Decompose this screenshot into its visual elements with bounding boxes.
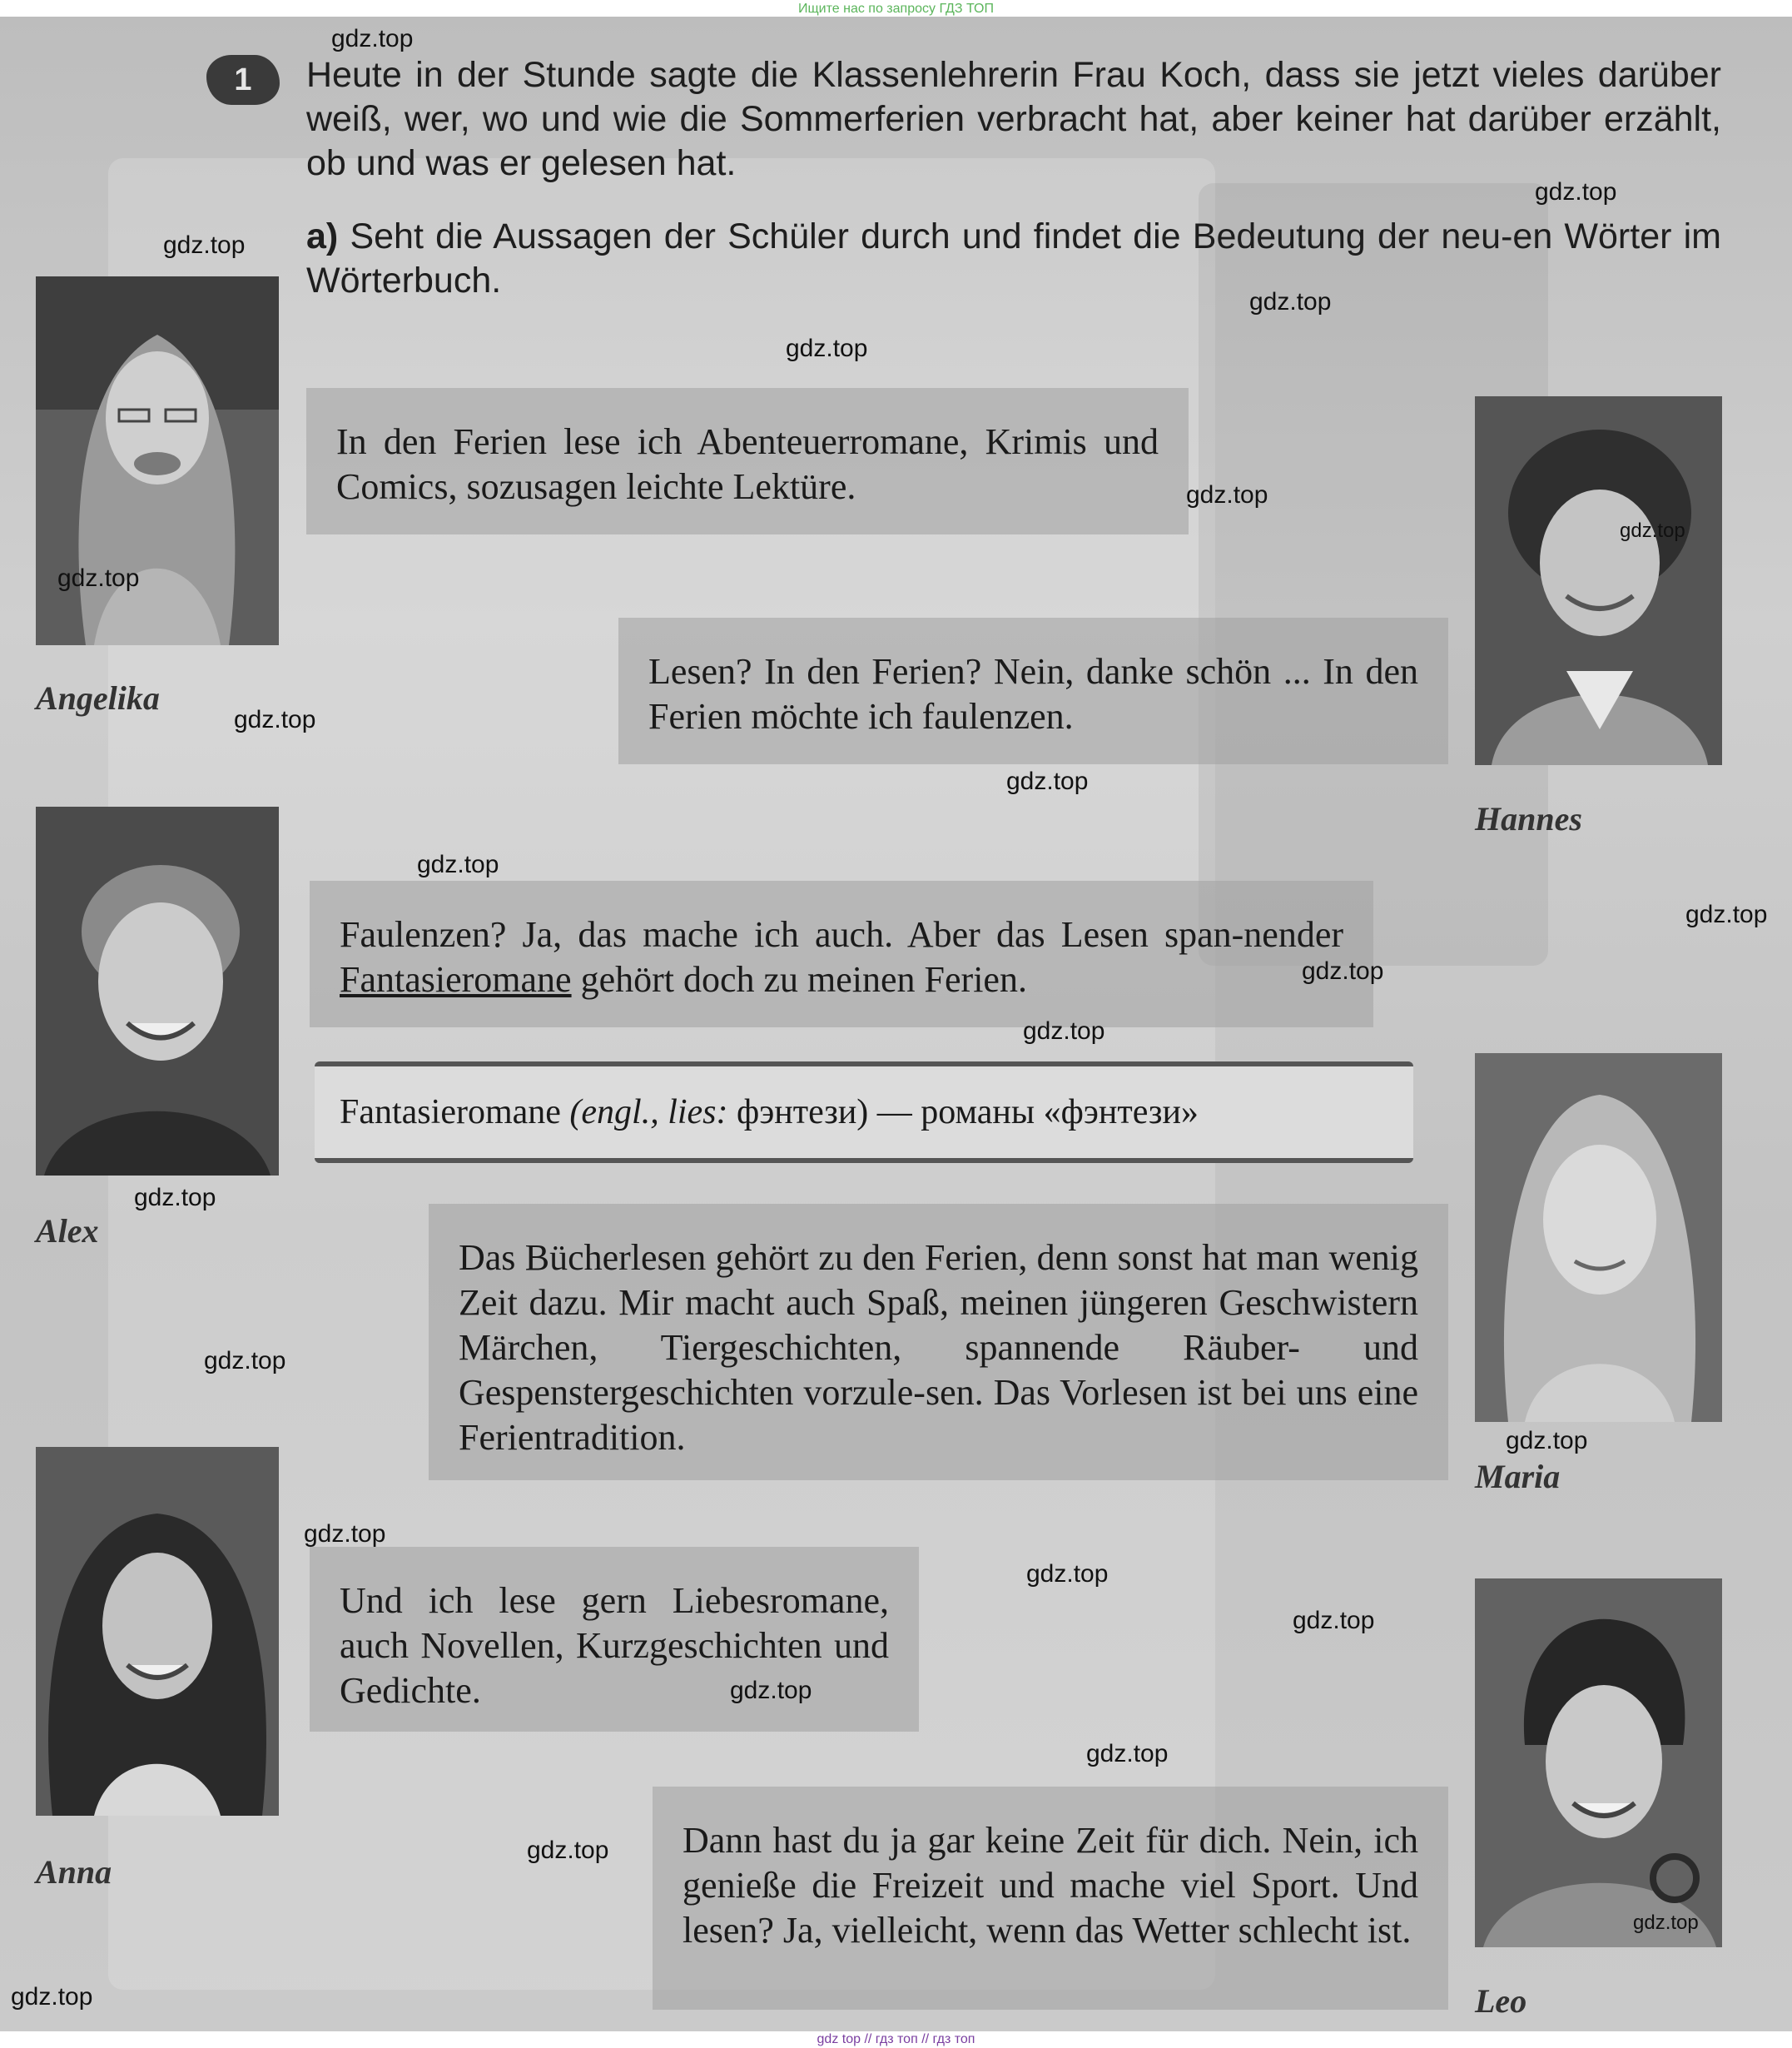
watermark: gdz.top — [163, 231, 246, 259]
watermark: gdz.top — [1302, 957, 1384, 985]
photo-leo — [1475, 1578, 1722, 1947]
gloss-lies: lies: — [668, 1093, 728, 1131]
quote-maria: Das Bücherlesen gehört zu den Ferien, denn sonst hat man wenig Zeit dazu. Mir macht auch Spaß, meinen jüngeren Geschwistern Märchen, Tiergeschichten, spannende Räuber- und Gespenstergeschichten vorzule-sen. Das Vorlesen ist bei uns eine Ferientradition. — [429, 1204, 1448, 1480]
watermark: gdz.top — [57, 564, 140, 592]
watermark: gdz.top — [1006, 768, 1089, 795]
quote-alex-text-end: gehört doch zu meinen Ferien. — [571, 959, 1027, 1000]
quote-alex-underlined-word: Fantasieromane — [340, 959, 572, 1000]
watermark: gdz.top — [134, 1184, 216, 1211]
task-text: Seht die Aussagen der Schüler durch und findet die Bedeutung der neu-en Wörter im Wörterbuch. — [306, 216, 1721, 301]
gloss-pronunciation: фэнтези) — [737, 1093, 869, 1131]
quote-alex-text-start: Faulenzen? Ja, das mache ich auch. Aber das Lesen span-nender — [340, 914, 1343, 955]
watermark: gdz.top — [527, 1837, 609, 1864]
name-hannes: Hannes — [1475, 800, 1582, 838]
watermark: gdz.top — [1685, 901, 1768, 928]
gloss-word: Fantasieromane — [340, 1093, 561, 1131]
watermark: gdz.top — [204, 1347, 286, 1374]
name-angelika: Angelika — [36, 679, 160, 717]
watermark: gdz.top — [1535, 178, 1617, 206]
watermark: gdz.top — [1620, 519, 1685, 542]
bottom-banner: gdz top // гдз топ // гдз топ — [0, 2031, 1792, 2048]
photo-alex — [36, 807, 279, 1176]
watermark: gdz.top — [1186, 481, 1268, 509]
quote-anna: Und ich lese gern Liebesromane, auch Novellen, Kurzgeschichten und Gedichte. — [310, 1547, 919, 1732]
photo-hannes — [1475, 396, 1722, 765]
name-maria: Maria — [1475, 1458, 1561, 1495]
exercise-number-badge: 1 — [206, 55, 280, 105]
watermark: gdz.top — [11, 1983, 93, 2011]
watermark: gdz.top — [1506, 1427, 1588, 1454]
exercise-intro: Heute in der Stunde sagte die Klassenlehrerin Frau Koch, dass sie jetzt vieles darüber weiß, wer, wo und wie die Sommerferien verbracht hat, aber keiner hat darüber erzählt, ob und was er gelesen hat. — [306, 55, 1721, 183]
exercise-task — [306, 215, 1721, 303]
photo-anna — [36, 1447, 279, 1816]
gloss-engl: (engl., — [569, 1093, 659, 1131]
watermark: gdz.top — [1026, 1560, 1109, 1588]
watermark: gdz.top — [1293, 1607, 1375, 1634]
watermark: gdz.top — [1086, 1740, 1169, 1767]
photo-maria — [1475, 1053, 1722, 1422]
watermark: gdz.top — [331, 25, 414, 52]
watermark: gdz.top — [234, 706, 316, 733]
quote-angelika: In den Ferien lese ich Abenteuerromane, Krimis und Comics, sozusagen leichte Lektüre. — [306, 388, 1189, 534]
watermark: gdz.top — [1249, 288, 1332, 316]
watermark: gdz.top — [417, 851, 499, 878]
name-alex: Alex — [36, 1212, 99, 1250]
quote-hannes: Lesen? In den Ferien? Nein, danke schön ... In den Ferien möchte ich faulenzen. — [618, 618, 1448, 764]
watermark: gdz.top — [1023, 1017, 1105, 1045]
watermark: gdz.top — [786, 335, 868, 362]
gloss-fantasieromane — [315, 1061, 1413, 1163]
task-letter: a) — [306, 216, 339, 256]
watermark: gdz.top — [730, 1677, 812, 1704]
quote-alex — [310, 881, 1373, 1027]
watermark: gdz.top — [1633, 1911, 1699, 1934]
watermark: gdz.top — [304, 1520, 386, 1548]
name-leo: Leo — [1475, 1982, 1527, 2020]
name-anna: Anna — [36, 1853, 112, 1891]
quote-leo: Dann hast du ja gar keine Zeit für dich. Nein, ich genieße die Freizeit und mache viel Sport. Und lesen? Ja, vielleicht, wenn das Wetter schlecht ist. — [653, 1787, 1448, 2010]
top-banner: Ищите нас по запросу ГДЗ ТОП — [0, 0, 1792, 18]
gloss-meaning: — романы «фэнтези» — [876, 1093, 1199, 1131]
